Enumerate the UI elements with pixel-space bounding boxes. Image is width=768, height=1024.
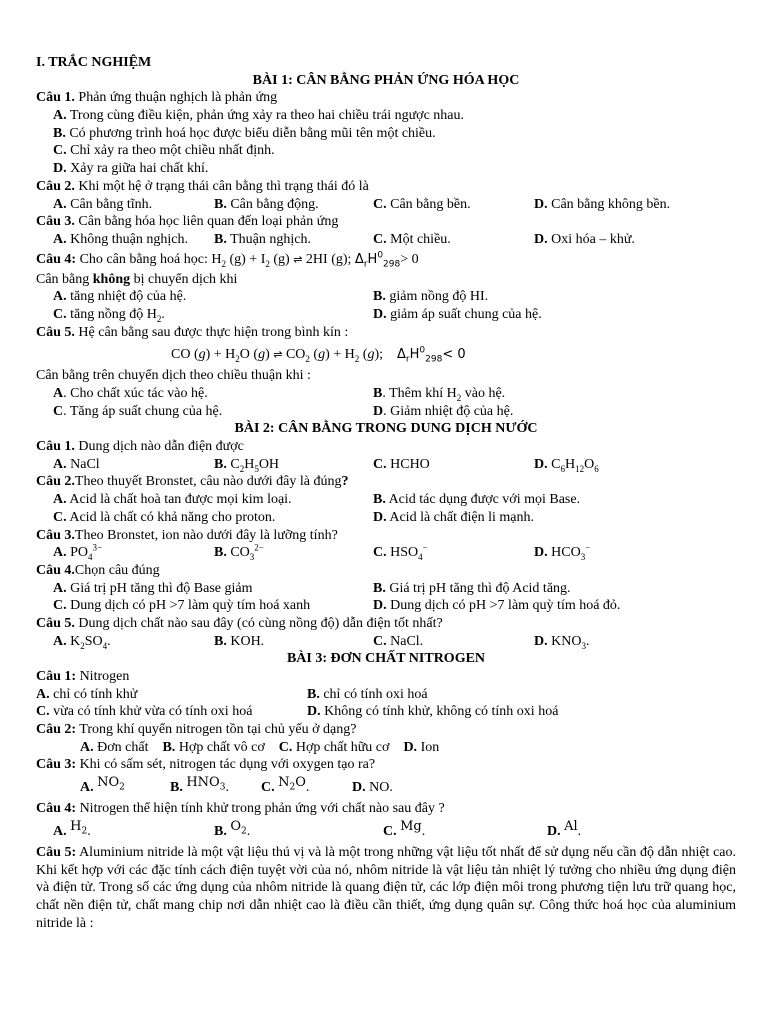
opt-c: C. Tăng áp suất chung của hệ. — [53, 403, 223, 419]
b1-q5-options-cd — [36, 403, 736, 421]
b1-title: BÀI 1: CÂN BẰNG PHẢN ỨNG HÓA HỌC — [252, 72, 520, 88]
opt-a: A. $K_2SO_4$. — [53, 633, 111, 651]
section-title: I. TRẮC NGHIỆM — [36, 55, 152, 70]
opt-b: B. Cân bằng động. — [214, 196, 319, 212]
opt-d: D. NO. — [352, 780, 393, 796]
q-label: Câu 1. — [36, 90, 75, 106]
opt-letter: C. — [53, 143, 67, 159]
opt-b: B. KOH. — [214, 633, 265, 649]
opt-b: B. Giá trị pH tăng thì độ Acid tăng. — [373, 580, 571, 596]
b1-q5-equation: CO $(g) + H_2O$ (g) ⇌ $CO_2$ $(g) + H_2$ (g); $\Delta_rH^0_{298}< 0$ — [171, 345, 466, 365]
opt-d: D. Giảm nhiệt độ của hệ. — [373, 403, 514, 419]
opt-d: D. $KNO_3$. — [534, 633, 590, 651]
b1-q4: Câu 4: Cho cân bằng hoá học: $H_2$ $(g) + I_2$ (g) ⇌ 2HI (g); $\Delta_rH^0_{298}> 0$ — [36, 250, 419, 270]
q-label: Câu 5: — [36, 844, 77, 860]
opt-a: A. chỉ có tính khử — [36, 686, 138, 702]
b3-q4 — [36, 800, 736, 818]
b1-q5-options-ab — [36, 385, 736, 403]
b2-q3 — [36, 527, 736, 545]
q-text: Aluminium nitride là một vật liệu thú vị và là một trong những vật liệu tốt nhất để sử dụng nếu cần độ dẫn nhiệt cao. Khi kết hợp với các đặc tính cách điện tuyệt vời của nó, nhôm nitride là vật liệu tản nhiệt lý tưởng cho nhiều ứng dụng điện và điện tử. Trong số các ứng dụng của nhôm nitride là quang điện tử, các lớp điện môi trong phương tiện lưu trữ quang học, chất nền điện tử, chất mang chip nơi dẫn nhiệt cao là điều cần thiết, ứng dụng quân sự. Công thức hoá học của aluminium nitride là : — [36, 844, 736, 931]
q-text: Hệ cân bằng sau được thực hiện trong bình kín : — [74, 324, 349, 340]
opt-c: C. $N_2O$. — [261, 775, 310, 796]
b2-q5-options — [36, 633, 736, 651]
q-label: Câu 2: — [36, 722, 77, 738]
opt-c: C. vừa có tính khử vừa có tính oxi hoá — [36, 704, 253, 720]
opt-a: A. Không thuận nghịch. — [53, 231, 188, 247]
b2-q4 — [36, 562, 736, 580]
b1-q5 — [36, 324, 736, 342]
opt-d: D. Acid là chất điện li mạnh. — [373, 509, 534, 525]
b3-q3-options — [36, 774, 736, 800]
opt-a: A. Cân bằng tĩnh. — [53, 196, 153, 212]
opt-a: A. NaCl — [53, 456, 100, 472]
opt-text: Trong cùng điều kiện, phản ứng xảy ra theo hai chiều trái ngược nhau. — [66, 108, 465, 124]
b2-title: BÀI 2: CÂN BẰNG TRONG DUNG DỊCH NƯỚC — [234, 421, 538, 437]
opt-c: C. Cân bằng bền. — [373, 196, 471, 212]
opt-c: C. Mg. — [383, 818, 426, 839]
b1-q2-options — [36, 196, 736, 214]
q-label: Câu 3. — [36, 527, 75, 543]
b2-q2: Câu 2.Theo thuyết Bronstet, câu nào dưới đây là đúng? — [36, 474, 349, 490]
b2-q5 — [36, 615, 736, 633]
q-text: Nitrogen — [76, 669, 130, 684]
q-text: Dung dịch chất nào sau đây (có cùng nồng độ) dẫn điện tốt nhất? — [74, 615, 443, 631]
q-text: Chọn câu đúng — [74, 562, 160, 578]
b2-q1-options — [36, 456, 736, 474]
opt-b: B. $CO_3^{2-}$ — [214, 542, 264, 562]
q-text: Theo thuyết Bronstet, câu nào dưới đây là đúng — [74, 474, 342, 490]
q-label: Câu 3. — [36, 214, 75, 230]
b3-q1-options-ab — [36, 686, 736, 704]
b2-q3-options — [36, 544, 736, 562]
opt-d: D. $C_6H_{12}O_6$ — [534, 456, 599, 474]
opt-c: C. tăng nồng độ $H_2$. — [53, 306, 165, 324]
b1-q4-line2: Cân bằng không bị chuyển dịch khi — [36, 271, 238, 287]
b2-q2-options-ab — [36, 491, 736, 509]
b1-q3 — [36, 213, 736, 231]
q-text: Dung dịch nào dẫn điện được — [74, 439, 244, 455]
opt-letter: B. — [53, 125, 66, 141]
q-label: Câu 1: — [36, 669, 77, 684]
b1-q1 — [36, 89, 736, 107]
opt-a: A. Cho chất xúc tác vào hệ. — [53, 386, 208, 401]
b3-q2-options: A. Đơn chất B. Hợp chất vô cơ C. Hợp chất hữu cơ D. Ion — [80, 739, 440, 755]
b3-q3 — [36, 756, 736, 774]
opt-d: D. Không có tính khử, không có tính oxi hoá — [307, 704, 559, 720]
opt-text: Có phương trình hoá học được biểu diễn bằng mũi tên một chiều. — [65, 125, 436, 141]
q-label: Câu 2. — [36, 474, 75, 490]
opt-d: D. giảm áp suất chung của hệ. — [373, 306, 542, 322]
opt-b: B. $HNO_3$. — [170, 775, 229, 796]
enthalpy-symbol: $\Delta_rH^0_{298}$ — [354, 250, 401, 270]
document — [36, 54, 736, 932]
opt-d: D. $HCO_3^-$ — [534, 542, 591, 562]
opt-a: A. $H_2$. — [53, 818, 91, 839]
q-label: Câu 4: — [36, 801, 77, 817]
b3-q2 — [36, 721, 736, 739]
opt-d: D. Al. — [547, 818, 582, 839]
q-label: Câu 2. — [36, 178, 75, 194]
opt-a: A. $PO_4^{3-}$ — [53, 542, 103, 562]
q-text: Phản ứng thuận nghịch là phản ứng — [74, 90, 278, 106]
opt-a: A. Acid là chất hoà tan được mọi kim loại. — [53, 492, 292, 508]
b1-q1-opt-a — [36, 107, 736, 125]
b2-q1 — [36, 438, 736, 456]
b1-q5-line2: Cân bằng trên chuyển dịch theo chiều thuận khi : — [36, 368, 311, 384]
opt-b: B. chỉ có tính oxi hoá — [307, 686, 428, 702]
b3-q5 — [36, 844, 736, 933]
q-label: Câu 5. — [36, 324, 75, 340]
q-text: Nitrogen thể hiện tính khử trong phản ứng với chất nào sau đây ? — [76, 801, 445, 817]
b1-q4-options-ab — [36, 288, 736, 306]
b1-q1-opt-b — [36, 125, 736, 143]
b1-q2 — [36, 178, 736, 196]
opt-c: C. Acid là chất có khả năng cho proton. — [53, 509, 276, 525]
q-label: Câu 5. — [36, 615, 75, 631]
opt-d: D. Cân bằng không bền. — [534, 196, 671, 212]
opt-c: C. Một chiều. — [373, 231, 451, 247]
enthalpy-symbol: $\Delta_rH^0_{298}$ — [397, 345, 443, 365]
b1-q1-opt-d — [36, 160, 736, 178]
b1-q4-options-cd — [36, 306, 736, 324]
b3-q1-options-cd — [36, 703, 736, 721]
b2-q4-options-cd — [36, 597, 736, 615]
q-label: Câu 1. — [36, 439, 75, 455]
opt-d: D. Oxi hóa – khử. — [534, 231, 635, 247]
opt-a: A. Giá trị pH tăng thì độ Base giảm — [53, 580, 253, 596]
opt-d: D. Dung dịch có pH >7 làm quỳ tím hoá đỏ. — [373, 598, 621, 614]
b3-title: BÀI 3: ĐƠN CHẤT NITROGEN — [286, 651, 486, 667]
opt-b: B. Acid tác dụng được với mọi Base. — [373, 492, 581, 508]
q-text: Theo Bronstet, ion nào dưới đây là lưỡng tính? — [74, 527, 338, 543]
b2-q4-options-ab — [36, 580, 736, 598]
opt-a: A. tăng nhiệt độ của hệ. — [53, 289, 187, 305]
q-label: Câu 4. — [36, 562, 75, 578]
opt-letter: A. — [53, 108, 67, 124]
opt-c: C. NaCl. — [373, 633, 424, 649]
opt-letter: D. — [53, 161, 67, 177]
b1-q3-options — [36, 231, 736, 249]
q-text: Khi một hệ ở trạng thái cân bằng thì trạng thái đó là — [74, 178, 369, 194]
opt-a: A. $NO_2$ — [80, 775, 125, 796]
opt-text: Xảy ra giữa hai chất khí. — [66, 161, 209, 177]
q-text: Trong khí quyển nitrogen tồn tại chủ yếu ở dạng? — [76, 722, 357, 738]
opt-b: B. $C_2H_5OH$ — [214, 456, 280, 474]
q-label: Câu 3: — [36, 757, 77, 773]
b1-q1-opt-c — [36, 142, 736, 160]
q-text: Khi có sấm sét, nitrogen tác dụng với oxygen tạo ra? — [76, 757, 376, 773]
b2-q2-options-cd — [36, 509, 736, 527]
opt-b: B. $O_2$. — [214, 818, 251, 839]
b3-q4-options — [36, 818, 736, 844]
equilibrium-arrow-icon: ⇌ — [293, 252, 303, 266]
equilibrium-arrow-icon: ⇌ — [273, 348, 283, 362]
opt-b: B. Thuận nghịch. — [214, 231, 311, 247]
opt-c: C. Dung dịch có pH >7 làm quỳ tím hoá xanh — [53, 598, 311, 614]
b3-q1 — [36, 668, 736, 686]
opt-c: C. $HSO_4^-$ — [373, 542, 428, 562]
q-text: Cân bằng hóa học liên quan đến loại phản ứng — [74, 214, 339, 230]
q-label: Câu 4: — [36, 251, 77, 267]
opt-b: B. Thêm khí $H_2$ vào hệ. — [373, 386, 506, 403]
opt-c: C. HCHO — [373, 456, 430, 472]
opt-text: Chỉ xảy ra theo một chiều nhất định. — [66, 143, 275, 159]
opt-b: B. giảm nồng độ HI. — [373, 289, 489, 305]
